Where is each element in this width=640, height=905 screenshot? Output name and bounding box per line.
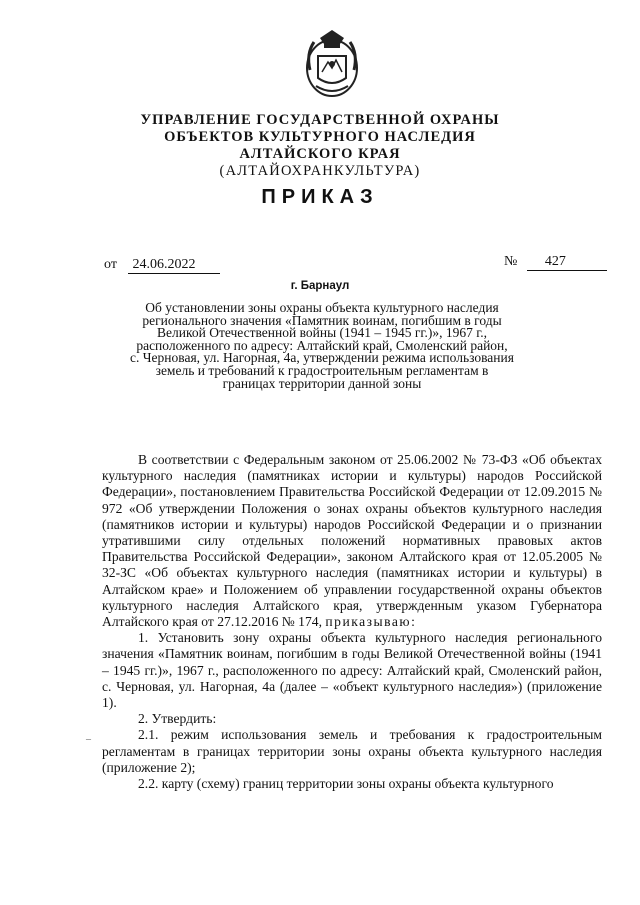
prikazyvayu-text: приказываю: xyxy=(325,614,417,630)
date-value: 24.06.2022 xyxy=(128,257,220,274)
order-subject: Об установлении зоны охраны объекта культурного наследия регионального значения «Памятник воинам, погибшим в годы Великой Отечественной войны (1941 – 1945 гг.)», 1967 г., расположенного по адресу: Алтайский край, Смоленский район, с. Черновая, ул. Нагорная, 4а, утверждении режима использования земель и требований к градостроительным регламентам в границах территории данной зоны xyxy=(130,300,514,391)
item-2: 2. Утвердить: xyxy=(138,711,217,727)
order-body xyxy=(102,452,602,792)
number-row xyxy=(504,254,607,271)
header-line-4: (АЛТАЙОХРАНКУЛЬТУРА) xyxy=(219,163,421,179)
altai-krai-coat-of-arms-icon xyxy=(300,28,364,100)
preamble-text: В соответствии с Федеральным законом от 25.06.2002 № 73-ФЗ «Об объектах культурного наследия (памятниках истории и культуры) народов Российской Федерации», постановлением Правительства Российской Федерации от 12.09.2015 № 972 «Об утверждении Положения о зонах охраны объектов культурного наследия (памятников истории и культуры) народов Российской Федерации и о признании утратившими силу отдельных положений нормативных правовых актов Правительства Российской Федерации», законом Алтайского края от 12.05.2005 № 32-ЗС «Об объектах культурного наследия (памятниках истории и культуры) в Алтайском крае» и Положением об управлении государственной охраны объектов культурного наследия Алтайского края, утвержденным указом Губернатора Алтайского края от 27.12.2016 № 174, xyxy=(102,452,602,630)
date-label: от xyxy=(104,257,117,272)
agency-header xyxy=(0,112,640,180)
header-line-3: АЛТАЙСКОГО КРАЯ xyxy=(239,146,401,162)
number-value: 427 xyxy=(527,254,607,271)
margin-mark: – xyxy=(86,734,91,745)
city-label: г. Барнаул xyxy=(290,280,350,292)
preamble-paragraph xyxy=(102,452,602,630)
item-1: 1. Установить зону охраны объекта культурного наследия регионального значения «Памятник воинам, погибшим в годы Великой Отечественной войны (1941 – 1945 гг.)», 1967 г., расположенного по адресу: Алтайский край, Смоленский район, с. Черновая, ул. Нагорная, 4а (далее – «объект культурного наследия») (приложение 1). xyxy=(102,630,602,711)
item-2-2: 2.2. карту (схему) границ территории зоны охраны объекта культурного xyxy=(138,776,554,792)
number-label: № xyxy=(504,254,518,269)
document-type-title: ПРИКАЗ xyxy=(261,186,379,208)
header-line-2: ОБЪЕКТОВ КУЛЬТУРНОГО НАСЛЕДИЯ xyxy=(164,129,476,145)
item-2-1: 2.1. режим использования земель и требования к градостроительным регламентам в границах территории зоны охраны объекта культурного наследия (приложение 2); xyxy=(102,727,602,775)
date-row xyxy=(104,257,220,274)
header-line-1: УПРАВЛЕНИЕ ГОСУДАРСТВЕННОЙ ОХРАНЫ xyxy=(140,112,500,128)
